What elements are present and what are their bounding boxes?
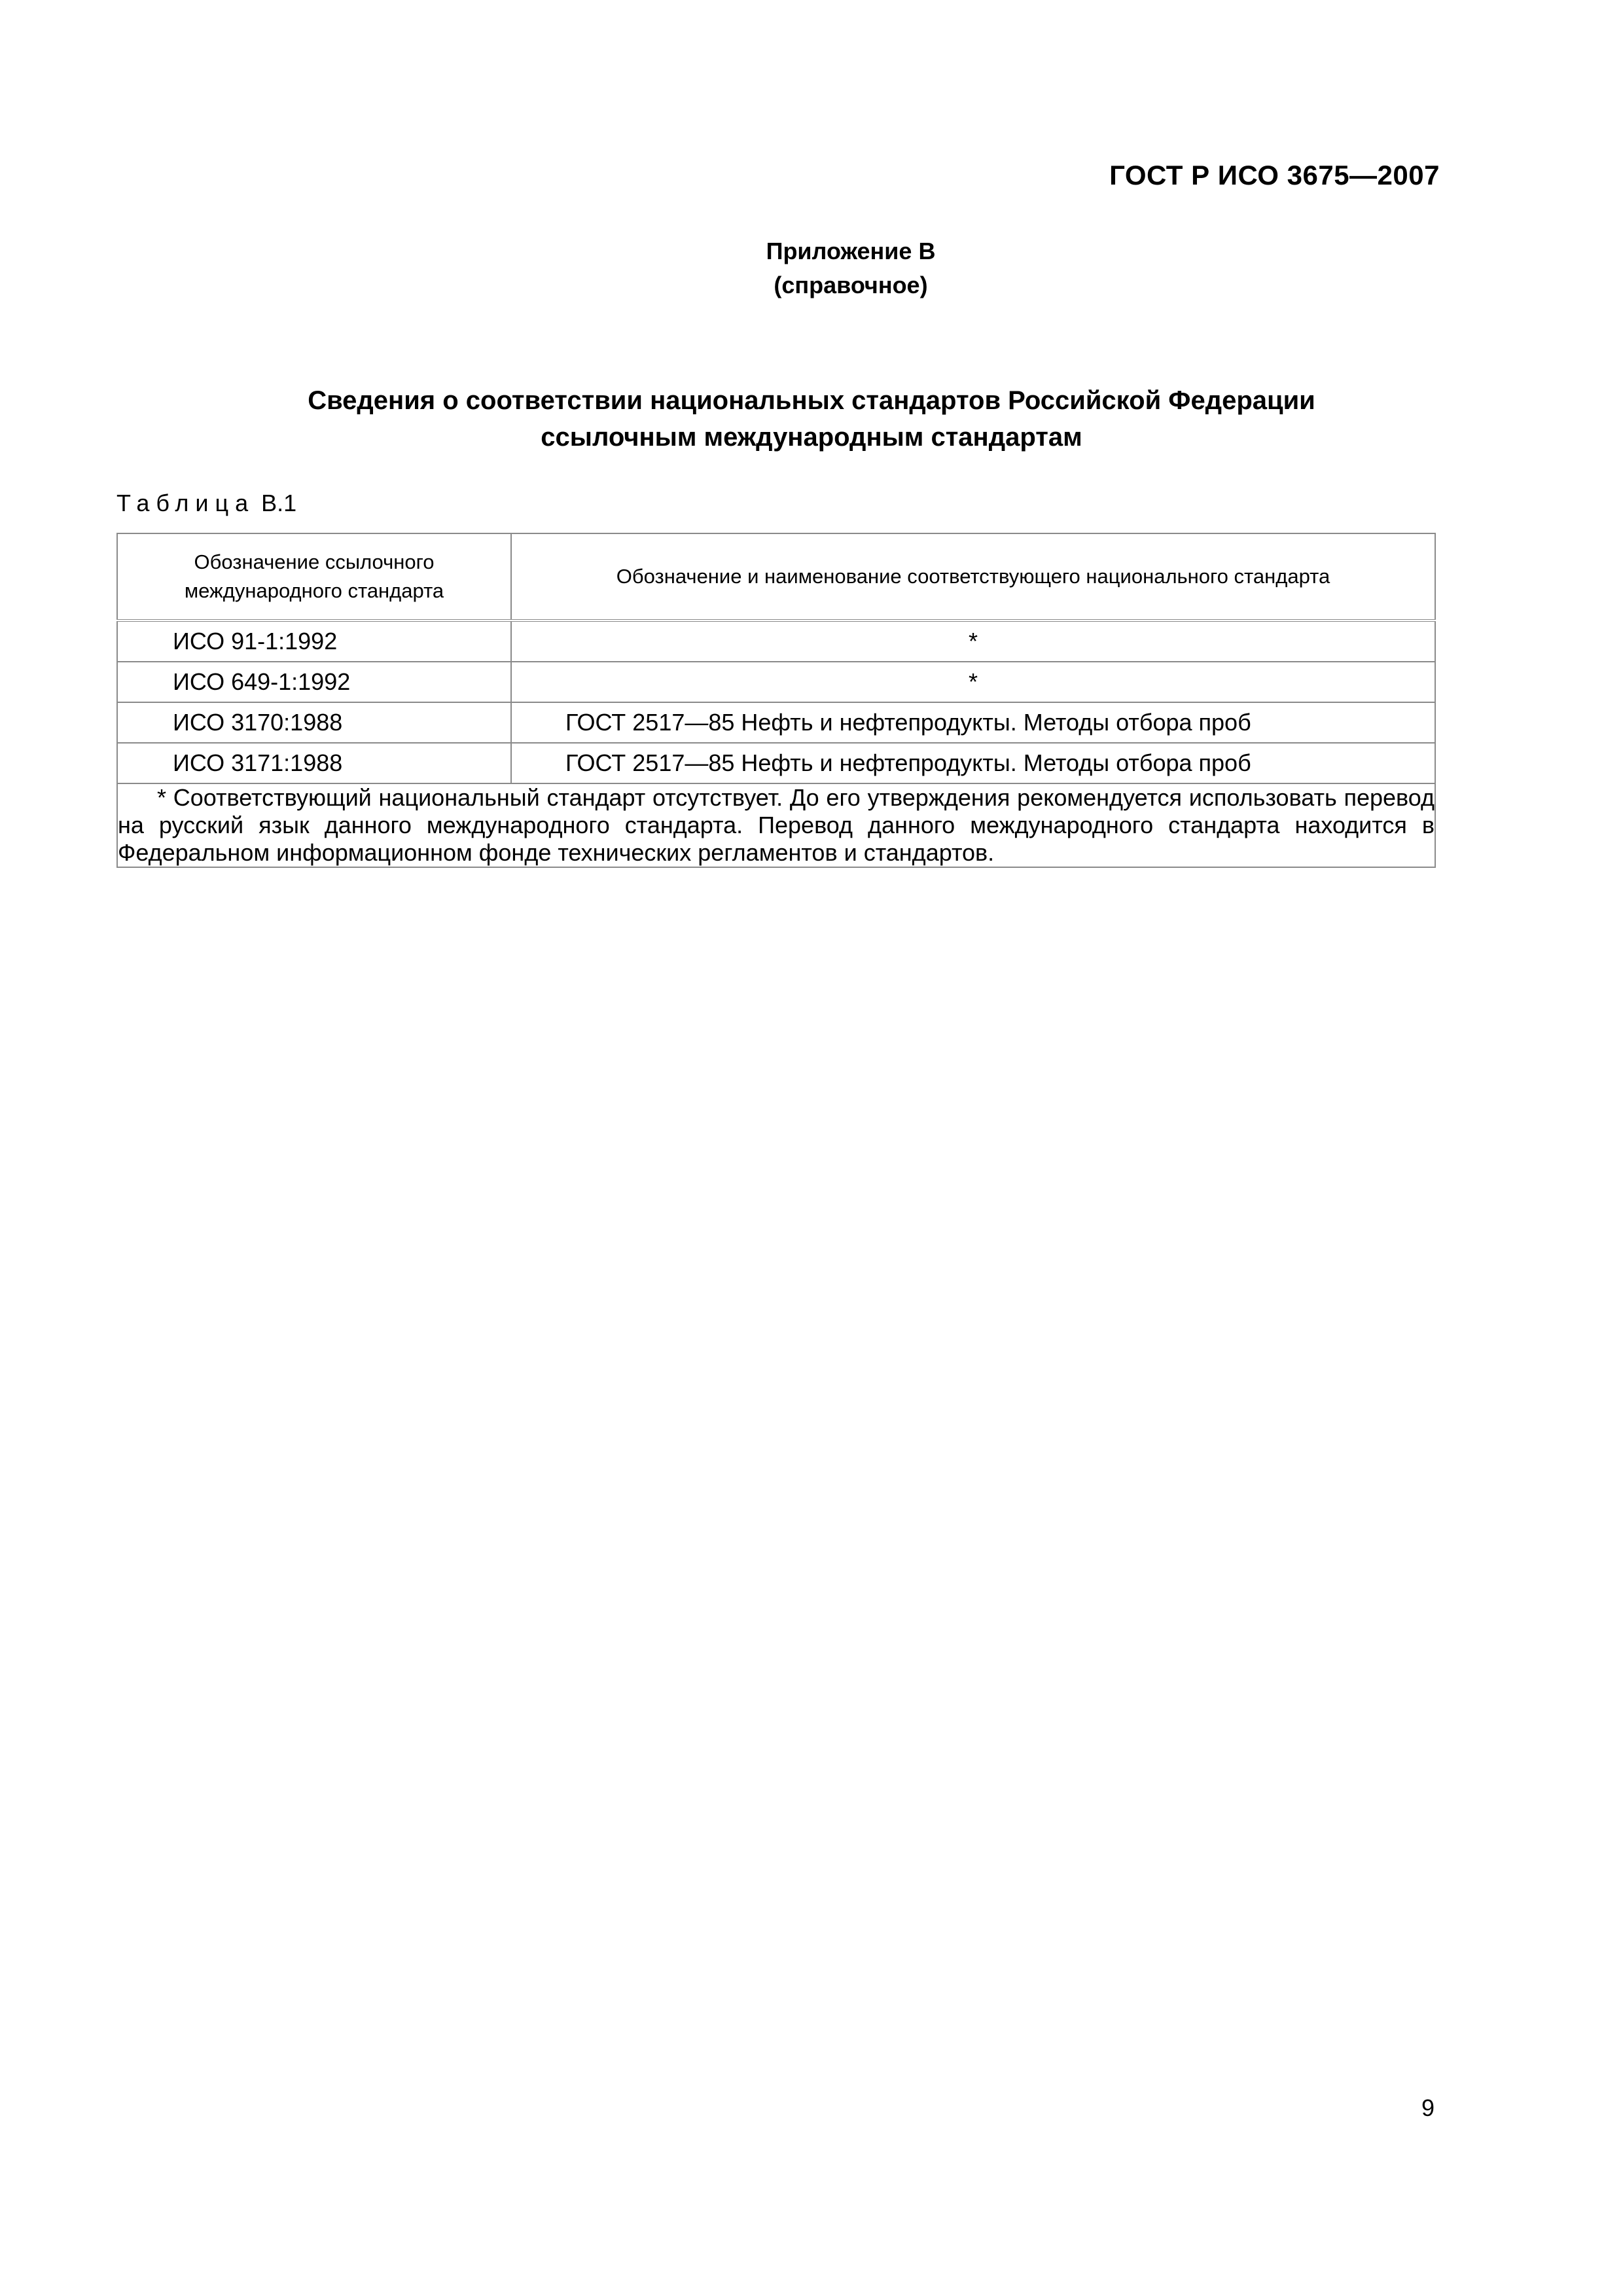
table-row	[117, 702, 1435, 743]
header-col1-line2: международного стандарта	[184, 579, 444, 602]
annex-title: Приложение В	[766, 238, 936, 264]
national-standard-cell: *	[511, 620, 1435, 662]
table-row	[117, 743, 1435, 783]
header-international-standard	[117, 533, 511, 620]
correspondence-table	[116, 533, 1436, 868]
section-heading-line2: ссылочным международным стандартам	[541, 423, 1082, 452]
international-standard-cell: ИСО 3170:1988	[117, 702, 511, 743]
international-standard-cell: ИСО 3171:1988	[117, 743, 511, 783]
table-row	[117, 662, 1435, 702]
table-note-row	[117, 783, 1435, 867]
header-col1-line1: Обозначение ссылочного	[194, 550, 435, 573]
annex-heading	[0, 234, 1623, 302]
footnote-text: * Соответствующий национальный стандарт отсутствует. До его утверждения рекомендуется использовать перевод на русский язык данного международного стандарта. Перевод данного международного стандарта находится в Федеральном информационном фонде технических регламентов и стандартов.	[118, 784, 1435, 866]
national-standard-cell: *	[511, 662, 1435, 702]
table-caption-word: Таблица	[116, 490, 255, 516]
national-standard-cell: ГОСТ 2517—85 Нефть и нефтепродукты. Методы отбора проб	[511, 743, 1435, 783]
table-footnote	[117, 783, 1435, 867]
document-code: ГОСТ Р ИСО 3675—2007	[1109, 160, 1440, 190]
section-heading-line1: Сведения о соответствии национальных стандартов Российской Федерации	[308, 386, 1315, 415]
section-heading	[0, 382, 1623, 456]
table-header-row	[117, 533, 1435, 620]
international-standard-cell: ИСО 91-1:1992	[117, 620, 511, 662]
annex-type: (справочное)	[774, 272, 928, 298]
national-standard-cell: ГОСТ 2517—85 Нефть и нефтепродукты. Методы отбора проб	[511, 702, 1435, 743]
header-national-standard: Обозначение и наименование соответствующего национального стандарта	[511, 533, 1435, 620]
table-row	[117, 620, 1435, 662]
international-standard-cell: ИСО 649-1:1992	[117, 662, 511, 702]
page-number: 9	[1421, 2094, 1435, 2121]
table-caption	[116, 490, 296, 517]
table-caption-number: В.1	[261, 490, 297, 516]
